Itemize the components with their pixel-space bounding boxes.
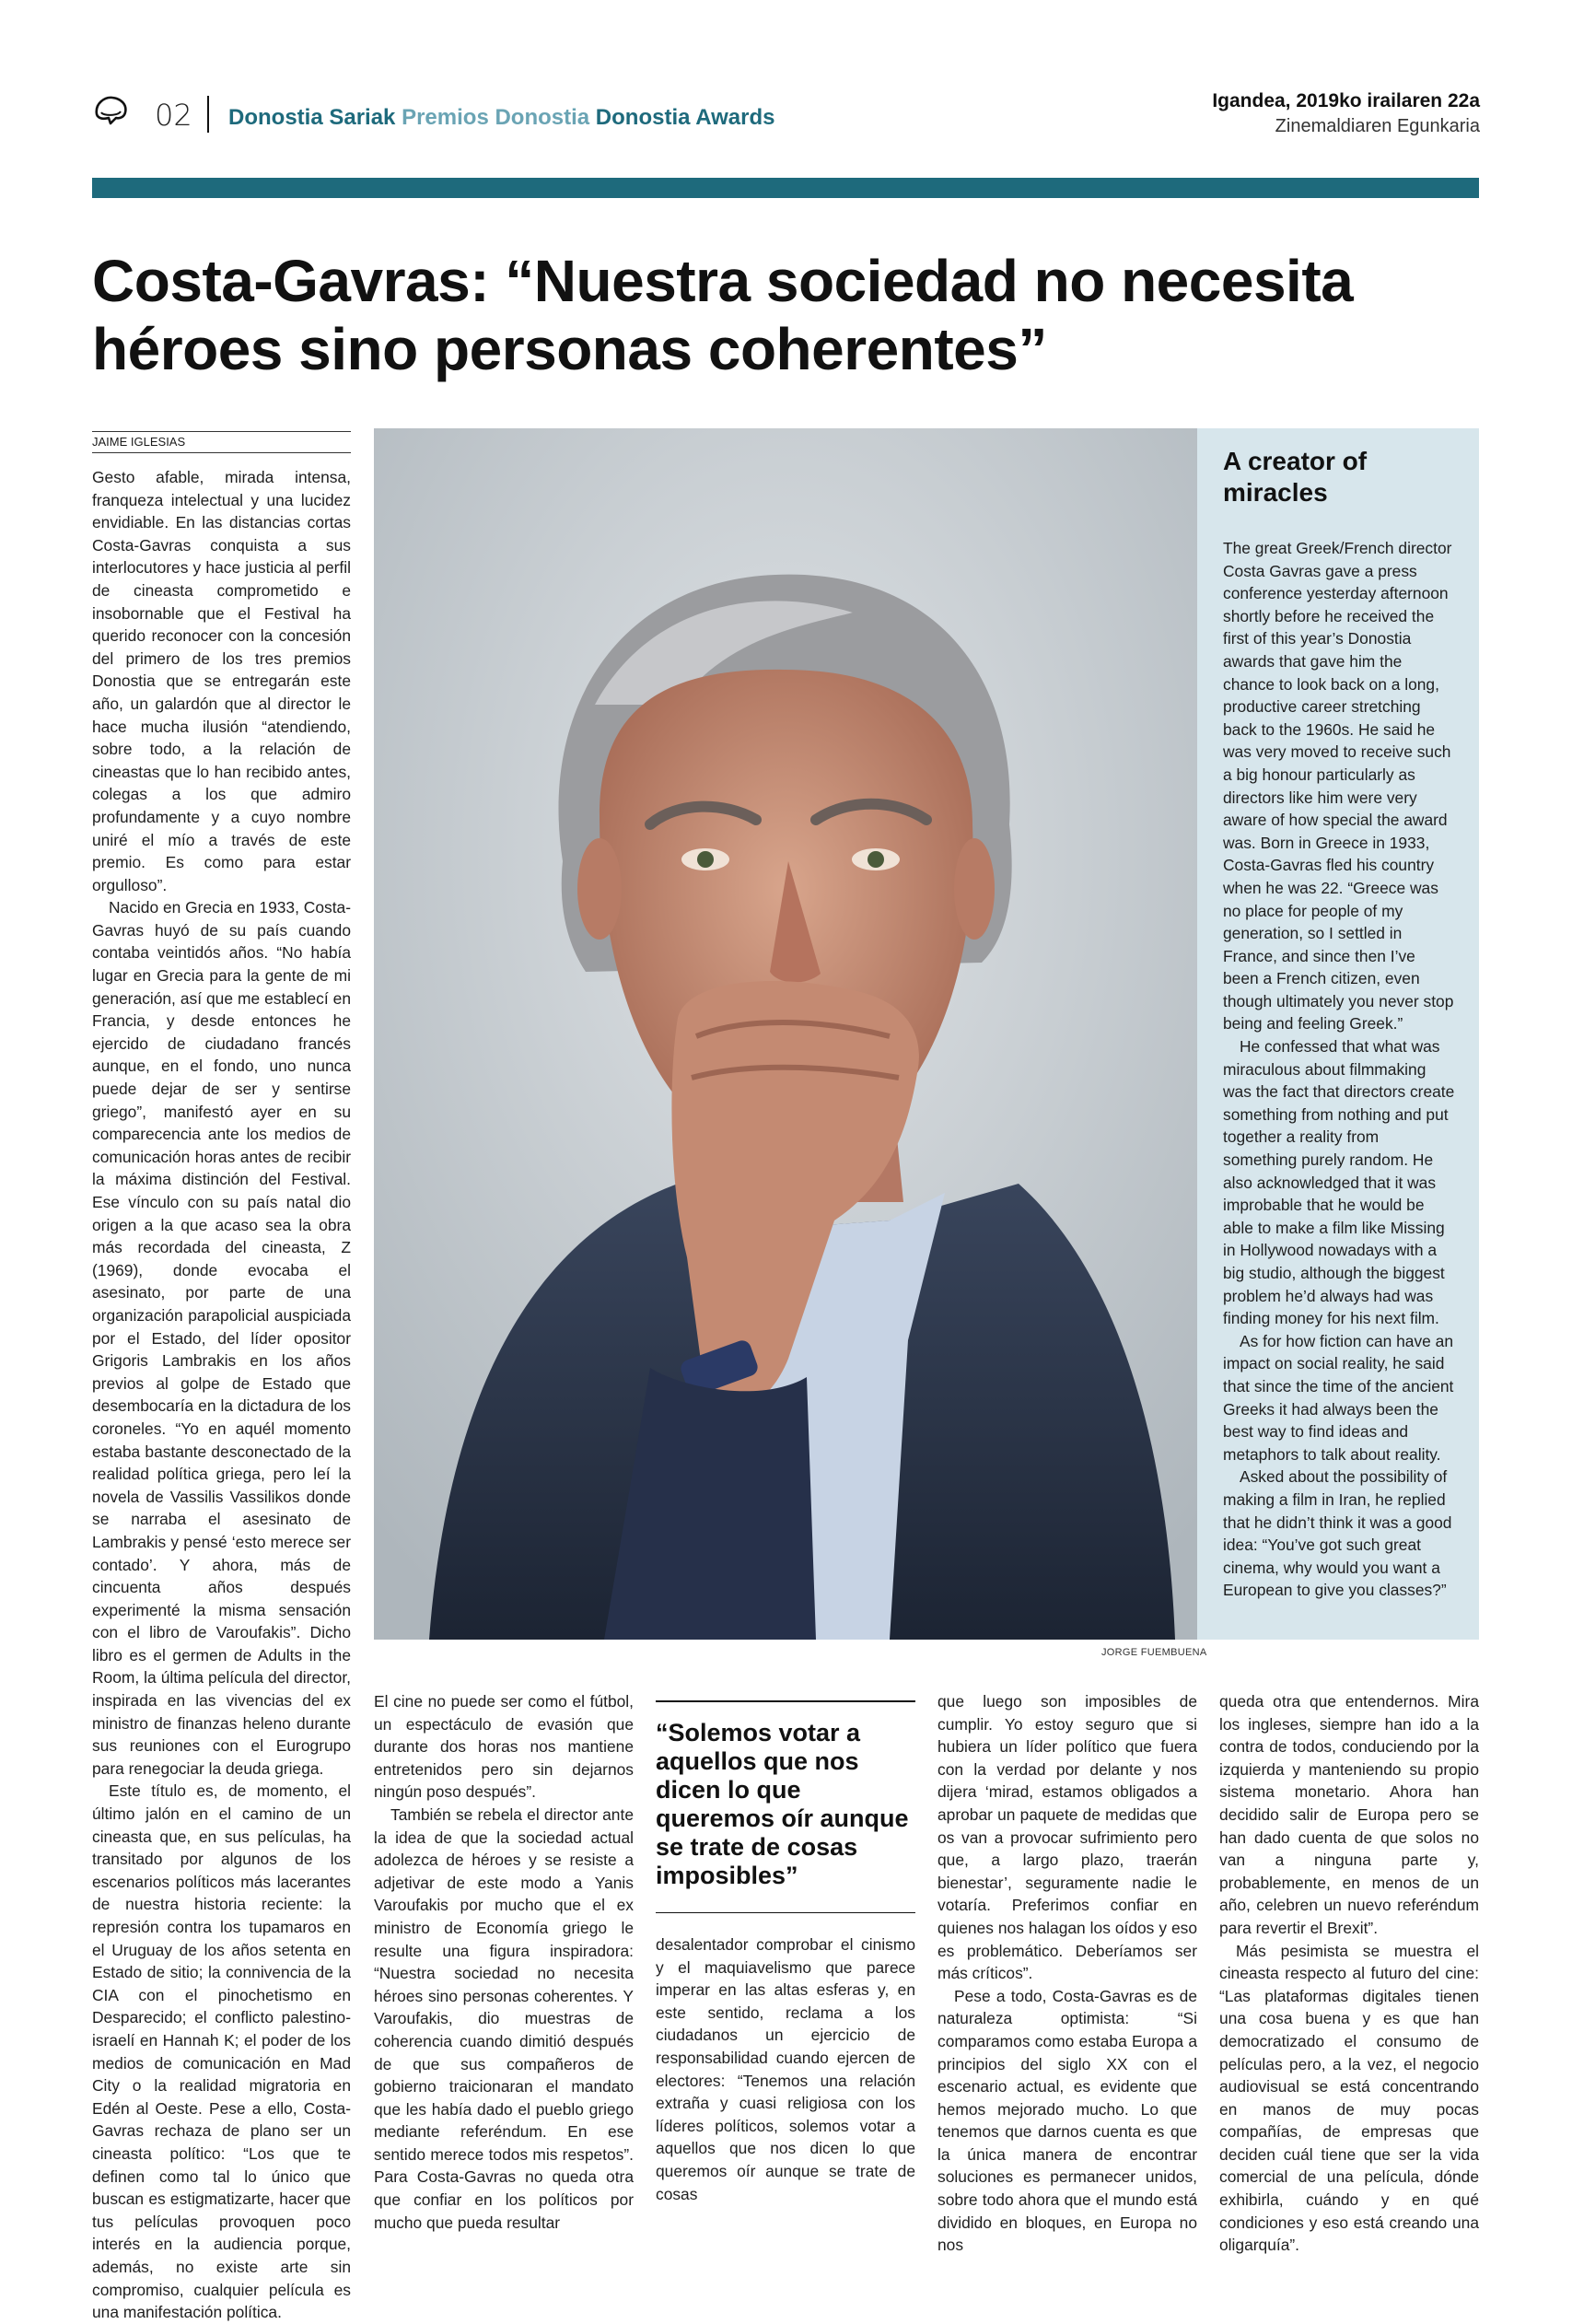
section-title-basque: Donostia Sariak — [228, 105, 396, 130]
section-title-spanish: Premios Donostia — [402, 105, 590, 130]
article-paragraph: que luego son imposibles de cumplir. Yo estoy seguro que si hubiera un líder político que fuera con la verdad por delante y nos dijera ‘mirad, estamos obligados a aprobar un paquete de medidas que os van a provocar sufrimiento pero que, a largo plazo, traerán bienestar’, seguramente nadie le votaría. Preferimos confiar en quienes nos halagan los oídos y eso es problemático. Deberíamos ser más críticos”. — [937, 1692, 1197, 1983]
section-title-english: Donostia Awards — [595, 105, 775, 130]
sidebar-paragraph: The great Greek/French director Costa Gavras gave a press conference yesterday afternoon shortly before he received the first of this year’s Donostia awards that gave him the chance to look back on a long, productive career stretching back to the 1960s. He said he was very moved to receive such a big honour particularly as directors like him were very aware of how special the award was. Born in Greece in 1933, Costa-Gavras fled his country when he was 22. “Greece was no place for people of my generation, so I settled in France, and since then I’ve been a French citizen, even though ultimately you never stop being and feeling Greek.” — [1223, 539, 1454, 1034]
photo-credit: JORGE FUEMBUENA — [1101, 1647, 1207, 1658]
article-paragraph: También se rebela el director ante la idea de que la sociedad actual adolezca de héroes y se resiste a adjetivar de este modo a Yanis Varoufakis por mucho que el ex ministro de Economía griego le resulte una figura inspiradora: “Nuestra sociedad no necesita héroes sino personas coherentes. Y Varoufakis, dio muestras de coherencia cuando dimitió después de que sus compañeros de gobierno traicionaran el mandato que les había dado el pueblo griego mediante referéndum. En ese sentido merece todos mis respetos”. Para Costa-Gavras no queda otra que confiar en los políticos por mucho que pueda resultar — [374, 1804, 634, 2232]
article-column-5 — [1219, 1690, 1479, 2257]
article-paragraph: El cine no puede ser como el fútbol, un espectáculo de evasión que durante dos horas nos mantiene entretenidos pero sin dejarnos ningún poso después”. — [374, 1692, 634, 1802]
article-paragraph: queda otra que entendernos. Mira los ingleses, siempre han ido a la contra de todos, conduciendo por la izquierda y manteniendo su propio sistema monetario. Ahora han decidido salir de Europa pero se han dado cuenta de que solos no van a ninguna parte y, probablemente, en menos de un año, celebren un nuevo referéndum para revertir el Brexit”. — [1219, 1692, 1479, 1937]
portrait-photo — [374, 428, 1197, 1640]
article-paragraph: Pese a todo, Costa-Gavras es de naturaleza optimista: “Si comparamos como estaba Europa a principios del siglo XX con el escenario actual, es evidente que hemos mejorado mucho. Lo que tenemos que darnos cuenta es que la única manera de encontrar soluciones es permanecer unidos, sobre todo ahora que el mundo está dividido en bloques, en Europa no nos — [937, 1986, 1197, 2255]
article-paragraph: Más pesimista se muestra el cineasta respecto al futuro del cine: “Las plataformas digitales tienen una cosa buena y es que han democratizado el consumo de películas pero, a la vez, el negocio audiovisual se está concentrando en manos de muy pocas compañías, de empresas que deciden cuál tiene que ser la vida comercial de una película, dónde exhibirla, cuándo y en qué condiciones y eso está creando una oligarquía”. — [1219, 1941, 1479, 2255]
publication-name: Zinemaldiaren Egunkaria — [1275, 116, 1480, 136]
article-column-3 — [656, 1933, 915, 2205]
article-paragraph: Nacido en Grecia en 1933, Costa-Gavras huyó de su país cuando contaba veintidós años. “No había lugar en Grecia para la gente de mi generación, así que me establecí en Francia, y desde entonces he ejercido de ciudadano francés aunque, en el fondo, uno nunca puede dejar de ser y sentirse griego”, manifestó ayer en su comparecencia ante los medios de comunicación horas antes de recibir la máxima distinción del Festival. Ese vínculo con su país natal dio origen a la que acaso sea la obra más recordada del cineasta, Z (1969), donde evocaba el asesinato, por parte de una organización parapolicial auspiciada por el Estado, del líder opositor Grigoris Lambrakis en los años previos al golpe de Estado que desembocaría en la dictadura de los coroneles. “Yo en aquél momento estaba bastante desconectado de la realidad política griega, pero leí la novela de Vassilis Vassilikos donde se narraba el asesinato de Lambrakis y pensé ‘esto merece ser contado’. Y ahora, más de cincuenta años después experimenté la misma sensación con el libro de Varoufakis”. Dicho libro es el germen de Adults in the Room, la última película del director, inspirada en las vivencias del ex ministro de finanzas heleno durante sus reuniones con el Eurogrupo para renegociar la deuda griega. — [92, 898, 351, 1778]
sidebar-title: A creator of miracles — [1223, 447, 1368, 507]
header-divider — [207, 96, 209, 133]
section-title — [228, 105, 775, 131]
pull-quote-bottom-rule — [656, 1912, 915, 1913]
sidebar-text — [1223, 537, 1455, 1602]
article-paragraph: Gesto afable, mirada intensa, franqueza intelectual y una lucidez envidiable. En las distancias cortas Costa-Gavras conquista a sus interlocutores y hace justicia al perfil de cineasta comprometido e insobornable que el Festival ha querido reconocer con la concesión del primero de los tres premios Donostia que se entregarán este año, un galardón que al director le hace mucha ilusión “atendiendo, sobre todo, a la relación de cineastas que lo han recibido antes, colegas a los que admiro profundamente y a cuyo nombre uniré el mío a través de este premio. Es como para estar orgulloso”. — [92, 468, 351, 894]
page-number: 02 — [155, 98, 192, 133]
article-byline: JAIME IGLESIAS — [92, 431, 351, 453]
article-column-4 — [937, 1690, 1197, 2257]
article-column-1 — [92, 466, 351, 2324]
sidebar-paragraph: He confessed that what was miraculous about filmmaking was the fact that directors create something from nothing and put together a reality from something purely random. He also acknowledged that it was improbable that he would be able to make a film like Missing in Hollywood nowadays with a big studio, although the biggest problem he’d always had was finding money for his next film. — [1223, 1037, 1455, 1328]
article-column-2 — [374, 1690, 634, 2234]
article-paragraph: desalentador comprobar el cinismo y el maquiavelismo que parece imperar en las altas esferas y, en este sentido, reclama a los ciudadanos un ejercicio de responsabilidad cuando ejercen de electores: “Tenemos una relación extraña y cuasi religiosa con los líderes políticos, solemos votar a aquellos que nos dicen lo que queremos oír aunque se trate de cosas — [656, 1935, 915, 2203]
header-color-band — [92, 178, 1479, 198]
pull-quote-top-rule — [656, 1700, 915, 1702]
issue-date: Igandea, 2019ko irailaren 22a — [1212, 90, 1480, 111]
sidebar-paragraph: As for how fiction can have an impact on social reality, he said that since the time of the ancient Greeks it had always been the best way to find ideas and metaphors to talk about reality. — [1223, 1331, 1454, 1464]
article-headline: Costa-Gavras: “Nuestra sociedad no necesita héroes sino personas coherentes” — [92, 248, 1354, 382]
sidebar-paragraph: Asked about the possibility of making a film in Iran, he replied that he didn’t think it was a good idea: “You’ve got such great cinema, why would you want a European to give you classes?” — [1223, 1467, 1452, 1600]
pull-quote: “Solemos votar a aquellos que nos dicen lo que queremos oír aunque se trate de cosas imposibles” — [656, 1719, 909, 1889]
article-paragraph: Este título es, de momento, el último jalón en el camino de un cineasta que, en sus películas, ha transitado por algunos de los escenarios políticos más lacerantes de nuestra historia reciente: la represión contra los tupamaros en el Uruguay de los años setenta en Estado de sitio; la connivencia de la CIA con el pinochetismo en Desparecido; el conflicto palestino-israelí en Hannah K; el poder de los medios de comunicación en Mad City o la realidad migratoria en Edén al Oeste. Pese a ello, Costa-Gavras rechaza de plano ser un cineasta político: “Los que te definen como tal lo único que buscan es estigmatizarte, hacer que tus películas provoquen poco interés en la audiencia porque, además, no existe arte sin compromiso, cualquier película es una manifestación política. — [92, 1781, 351, 2322]
festival-logo-icon — [92, 92, 129, 129]
